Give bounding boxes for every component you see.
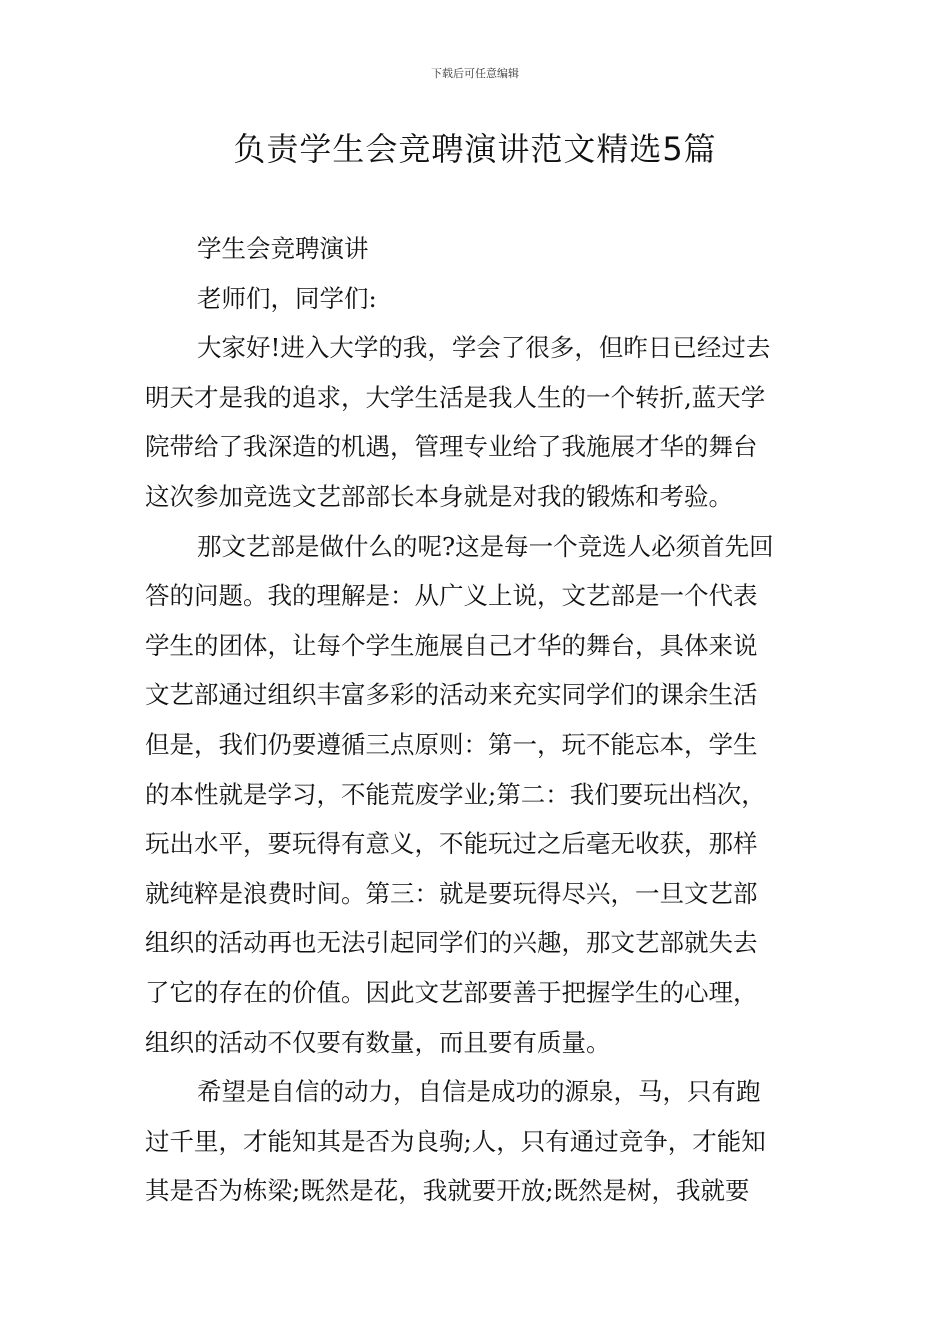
text-line: 其是否为栋梁;既然是花，我就要开放;既然是树，我就要 <box>145 1176 750 1206</box>
text-line: 答的问题。我的理解是：从广义上说，文艺部是一个代表 <box>145 581 758 611</box>
text-line: 的本性就是学习，不能荒废学业;第二：我们要玩出档次， <box>145 779 766 809</box>
text-line: 组织的活动再也无法引起同学们的兴趣，那文艺部就失去 <box>145 928 758 958</box>
text-line: 文艺部通过组织丰富多彩的活动来充实同学们的课余生活 <box>145 680 758 710</box>
text-line: 就纯粹是浪费时间。第三：就是要玩得尽兴，一旦文艺部 <box>145 878 758 908</box>
body-text <box>145 224 810 1216</box>
text-line: 学生的团体，让每个学生施展自己才华的舞台，具体来说 <box>145 630 758 660</box>
text-line: 组织的活动不仅要有数量，而且要有质量。 <box>145 1027 611 1057</box>
header-note: 下载后可任意编辑 <box>431 67 519 80</box>
text-line: 学生会竞聘演讲 <box>197 234 369 263</box>
text-line: 希望是自信的动力，自信是成功的源泉，马，只有跑 <box>197 1077 761 1107</box>
text-line: 大家好!进入大学的我，学会了很多，但昨日已经过去 <box>197 333 771 363</box>
text-line: 老师们，同学们: <box>197 283 377 313</box>
text-line: 这次参加竞选文艺部部长本身就是对我的锻炼和考验。 <box>145 481 733 511</box>
document-title: 负责学生会竞聘演讲范文精选5篇 <box>233 130 717 168</box>
text-line: 过千里，才能知其是否为良驹;人，只有通过竞争，才能知 <box>145 1126 766 1156</box>
text-line: 但是，我们仍要遵循三点原则：第一，玩不能忘本，学生 <box>145 729 758 759</box>
text-line: 那文艺部是做什么的呢?这是每一个竞选人必须首先回 <box>197 531 774 561</box>
text-line: 明天才是我的追求，大学生活是我人生的一个转折,蓝天学 <box>145 382 766 412</box>
text-line: 院带给了我深造的机遇，管理专业给了我施展才华的舞台 <box>145 432 758 462</box>
text-line: 玩出水平，要玩得有意义，不能玩过之后毫无收获，那样 <box>145 829 758 859</box>
text-line: 了它的存在的价值。因此文艺部要善于把握学生的心理， <box>145 977 758 1007</box>
